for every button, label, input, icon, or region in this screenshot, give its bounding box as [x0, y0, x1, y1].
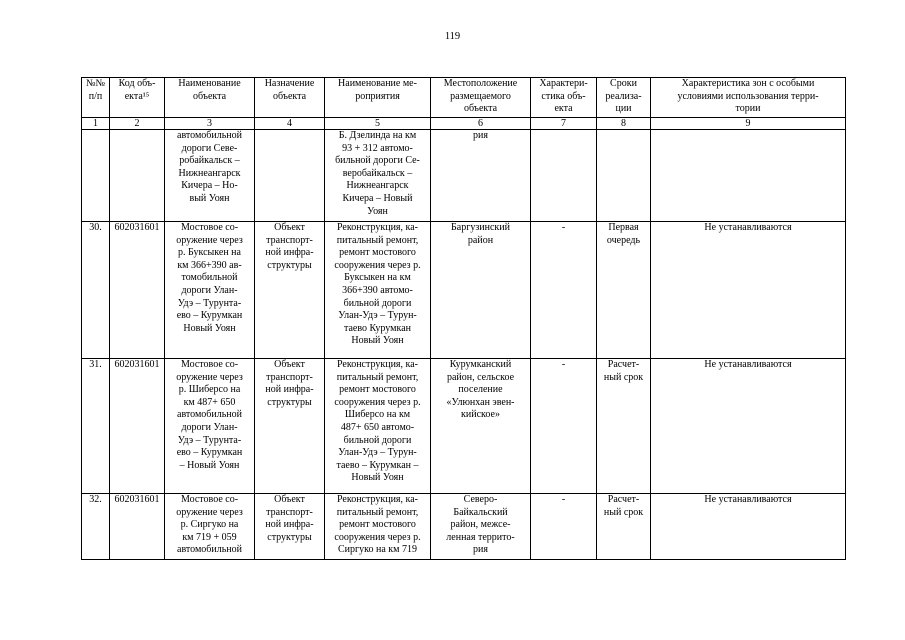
header-code: Код объ- екта¹⁵	[110, 78, 165, 118]
header-term: Сроки реализа- ции	[597, 78, 651, 118]
column-number: 6	[431, 118, 531, 130]
object-characteristic: -	[531, 359, 597, 494]
header-number: №№ п/п	[82, 78, 110, 118]
header-location: Местоположение размещаемого объекта	[431, 78, 531, 118]
table-row	[82, 222, 846, 359]
row-number: 30.	[82, 222, 110, 359]
implementation-term: Первая очередь	[597, 222, 651, 359]
table-row	[82, 359, 846, 494]
measure-name: Реконструкция, ка- питальный ремонт, ремонт мостового сооружения через р. Буксыкен на км 366+390 автомо- бильной дороги Улан-Удэ – Турун- таево Курумкан Новый Уоян	[325, 222, 431, 359]
measure-name: Реконструкция, ка- питальный ремонт, ремонт мостового сооружения через р. Шиберсо на км 487+ 650 автомо- бильной дороги Улан-Удэ – Турун- таево – Курумкан – Новый Уоян	[325, 359, 431, 494]
object-characteristic: -	[531, 494, 597, 560]
table-row	[82, 494, 846, 560]
page-number: 119	[444, 31, 461, 42]
column-number: 7	[531, 118, 597, 130]
object-purpose: Объект транспорт- ной инфра- структуры	[255, 222, 325, 359]
column-number: 2	[110, 118, 165, 130]
special-zones: Не устанавливаются	[651, 359, 846, 494]
column-number: 5	[325, 118, 431, 130]
object-name: Мостовое со- оружение через р. Сиргуко на км 719 + 059 автомобильной	[165, 494, 255, 560]
column-number: 4	[255, 118, 325, 130]
object-code: 602031601	[110, 222, 165, 359]
header-purpose: Назначение объекта	[255, 78, 325, 118]
header-row	[82, 78, 846, 118]
implementation-term	[597, 130, 651, 222]
special-zones	[651, 130, 846, 222]
measure-name: Реконструкция, ка- питальный ремонт, ремонт мостового сооружения через р. Сиргуко на км 719	[325, 494, 431, 560]
column-number: 1	[82, 118, 110, 130]
object-location: Северо- Байкальский район, межсе- ленная террито- рия	[431, 494, 531, 560]
object-location: рия	[431, 130, 531, 222]
header-measure: Наименование ме- роприятия	[325, 78, 431, 118]
object-location: Баргузинский район	[431, 222, 531, 359]
column-number: 8	[597, 118, 651, 130]
implementation-term: Расчет- ный срок	[597, 359, 651, 494]
special-zones: Не устанавливаются	[651, 494, 846, 560]
object-name: Мостовое со- оружение через р. Буксыкен на км 366+390 ав- томобильной дороги Улан- Удэ – Турунта- ево – Курумкан Новый Уоян	[165, 222, 255, 359]
row-number: 31.	[82, 359, 110, 494]
column-number: 3	[165, 118, 255, 130]
object-purpose: Объект транспорт- ной инфра- структуры	[255, 359, 325, 494]
object-purpose	[255, 130, 325, 222]
object-code: 602031601	[110, 359, 165, 494]
object-name: Мостовое со- оружение через р. Шиберсо на км 487+ 650 автомобильной дороги Улан- Удэ – Турунта- ево – Курумкан – Новый Уоян	[165, 359, 255, 494]
measure-name: Б. Дзелинда на км 93 + 312 автомо- бильной дороги Се- веробайкальск – Нижнеангарск Кичера – Новый Уоян	[325, 130, 431, 222]
object-code	[110, 130, 165, 222]
object-characteristic	[531, 130, 597, 222]
header-characteristic: Характери- стика объ- екта	[531, 78, 597, 118]
header-zones: Характеристика зон с особыми условиями использования терри- тории	[651, 78, 846, 118]
object-location: Курумканский район, сельское поселение «Улюнхан эвен- кийское»	[431, 359, 531, 494]
row-number	[82, 130, 110, 222]
column-number: 9	[651, 118, 846, 130]
row-number: 32.	[82, 494, 110, 560]
object-name: автомобильной дороги Севе- робайкальск – Нижнеангарск Кичера – Но- вый Уоян	[165, 130, 255, 222]
table-row	[82, 130, 846, 222]
object-code: 602031601	[110, 494, 165, 560]
object-characteristic: -	[531, 222, 597, 359]
objects-table	[81, 77, 846, 560]
implementation-term: Расчет- ный срок	[597, 494, 651, 560]
object-purpose: Объект транспорт- ной инфра- структуры	[255, 494, 325, 560]
special-zones: Не устанавливаются	[651, 222, 846, 359]
column-number-row	[82, 118, 846, 130]
header-name: Наименование объекта	[165, 78, 255, 118]
